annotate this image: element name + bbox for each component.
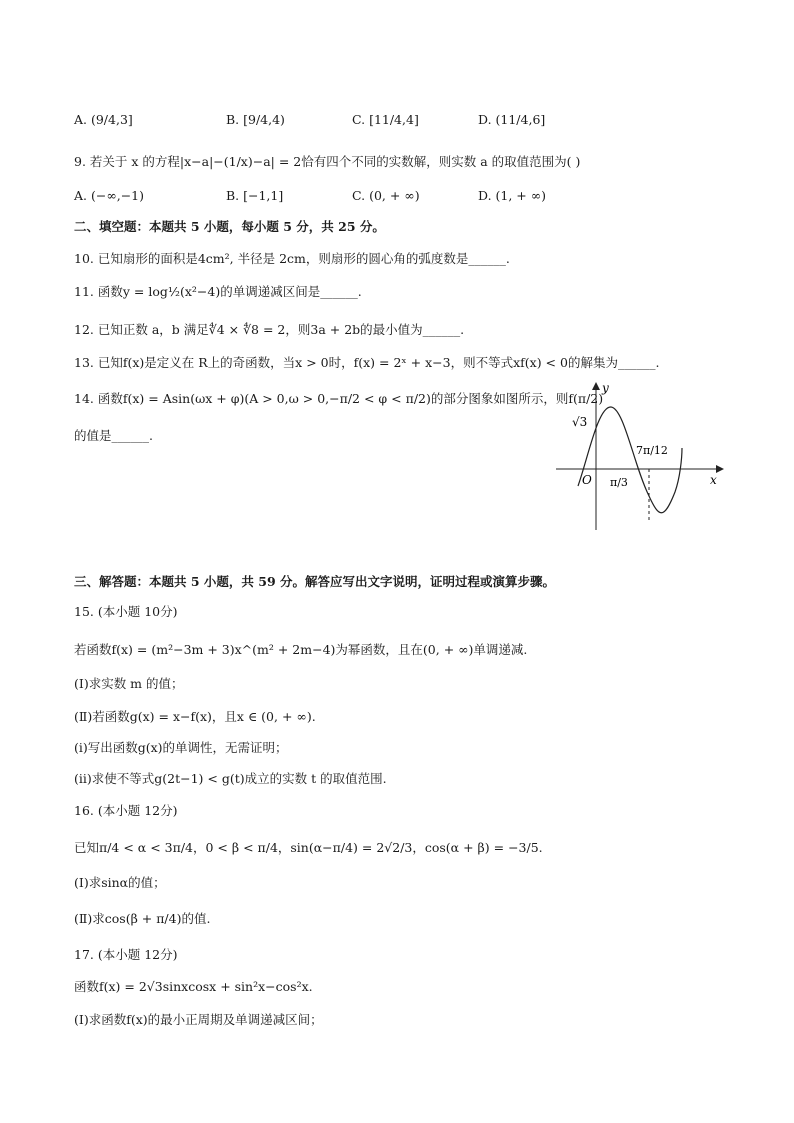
q16-part2: (Ⅱ)求cos(β + π/4)的值. [74,911,211,926]
section2-title: 二、填空题：本题共 5 小题，每小题 5 分，共 25 分。 [74,219,385,234]
q15-part2-ii: (ii)求使不等式g(2t−1) < g(t)成立的实数 t 的取值范围. [74,771,387,786]
q12: 12. 已知正数 a，b 满足∜4 × ∜8 = 2，则3a + 2b的最小值为______. [74,322,465,337]
q14-graph [548,378,728,534]
q9-option-b: B. [−1,1] [226,188,284,203]
x-axis-label: x [710,473,717,487]
q14-line1: 14. 函数f(x) = Asin(ωx + φ)(A > 0,ω > 0,−π/2 < φ < π/2)的部分图象如图所示，则f(π/2) [74,391,604,406]
q9-option-c: C. (0, + ∞) [352,188,420,203]
q11: 11. 函数y = log½(x²−4)的单调递减区间是______. [74,284,362,299]
q17-header: 17. (本小题 12分) [74,947,178,962]
q16-stem: 已知π/4 < α < 3π/4，0 < β < π/4，sin(α−π/4) = 2√2/3，cos(α + β) = −3/5. [74,840,543,855]
q15-part2-i: (i)写出函数g(x)的单调性，无需证明； [74,740,288,755]
q10: 10. 已知扇形的面积是4cm², 半径是 2cm，则扇形的圆心角的弧度数是______. [74,251,510,266]
tick-pi-3-label: π/3 [610,476,628,489]
y-axis-label: y [602,381,609,395]
q15-part1: (Ⅰ)求实数 m 的值； [74,676,184,691]
q9-option-d: D. (1, + ∞) [478,188,547,203]
q8-option-b: B. [9/4,4) [226,112,285,127]
q14-line2: 的值是______. [74,428,153,443]
q15-stem: 若函数f(x) = (m²−3m + 3)x^(m² + 2m−4)为幂函数，且在(0, + ∞)单调递减. [74,642,528,657]
q8-option-c: C. [11/4,4] [352,112,419,127]
q13: 13. 已知f(x)是定义在 R上的奇函数，当x > 0时，f(x) = 2ˣ + x−3，则不等式xf(x) < 0的解集为______. [74,355,660,370]
q17-part1: (Ⅰ)求函数f(x)的最小正周期及单调递减区间； [74,1012,323,1027]
amplitude-label: √3 [572,415,588,429]
y-axis-arrow [592,382,600,390]
q8-option-a: A. (9/4,3] [74,112,133,127]
sine-curve [578,407,682,513]
q15-part2: (Ⅱ)若函数g(x) = x−f(x)，且x ∈ (0, + ∞). [74,709,316,724]
q15-header: 15. (本小题 10分) [74,604,178,619]
q16-header: 16. (本小题 12分) [74,803,178,818]
q9-stem: 9. 若关于 x 的方程|x−a|−(1/x)−a| = 2恰有四个不同的实数解，则实数 a 的取值范围为( ) [74,154,581,169]
section3-title: 三、解答题：本题共 5 小题，共 59 分。解答应写出文字说明，证明过程或演算步骤。 [74,574,556,589]
q9-option-a: A. (−∞,−1) [74,188,145,203]
tick-7pi-12-label: 7π/12 [636,444,668,457]
x-axis-arrow [716,465,724,473]
q16-part1: (Ⅰ)求sinα的值； [74,875,166,890]
origin-label: O [582,473,592,487]
q17-stem: 函数f(x) = 2√3sinxcosx + sin²x−cos²x. [74,979,313,994]
q8-option-d: D. (11/4,6] [478,112,546,127]
